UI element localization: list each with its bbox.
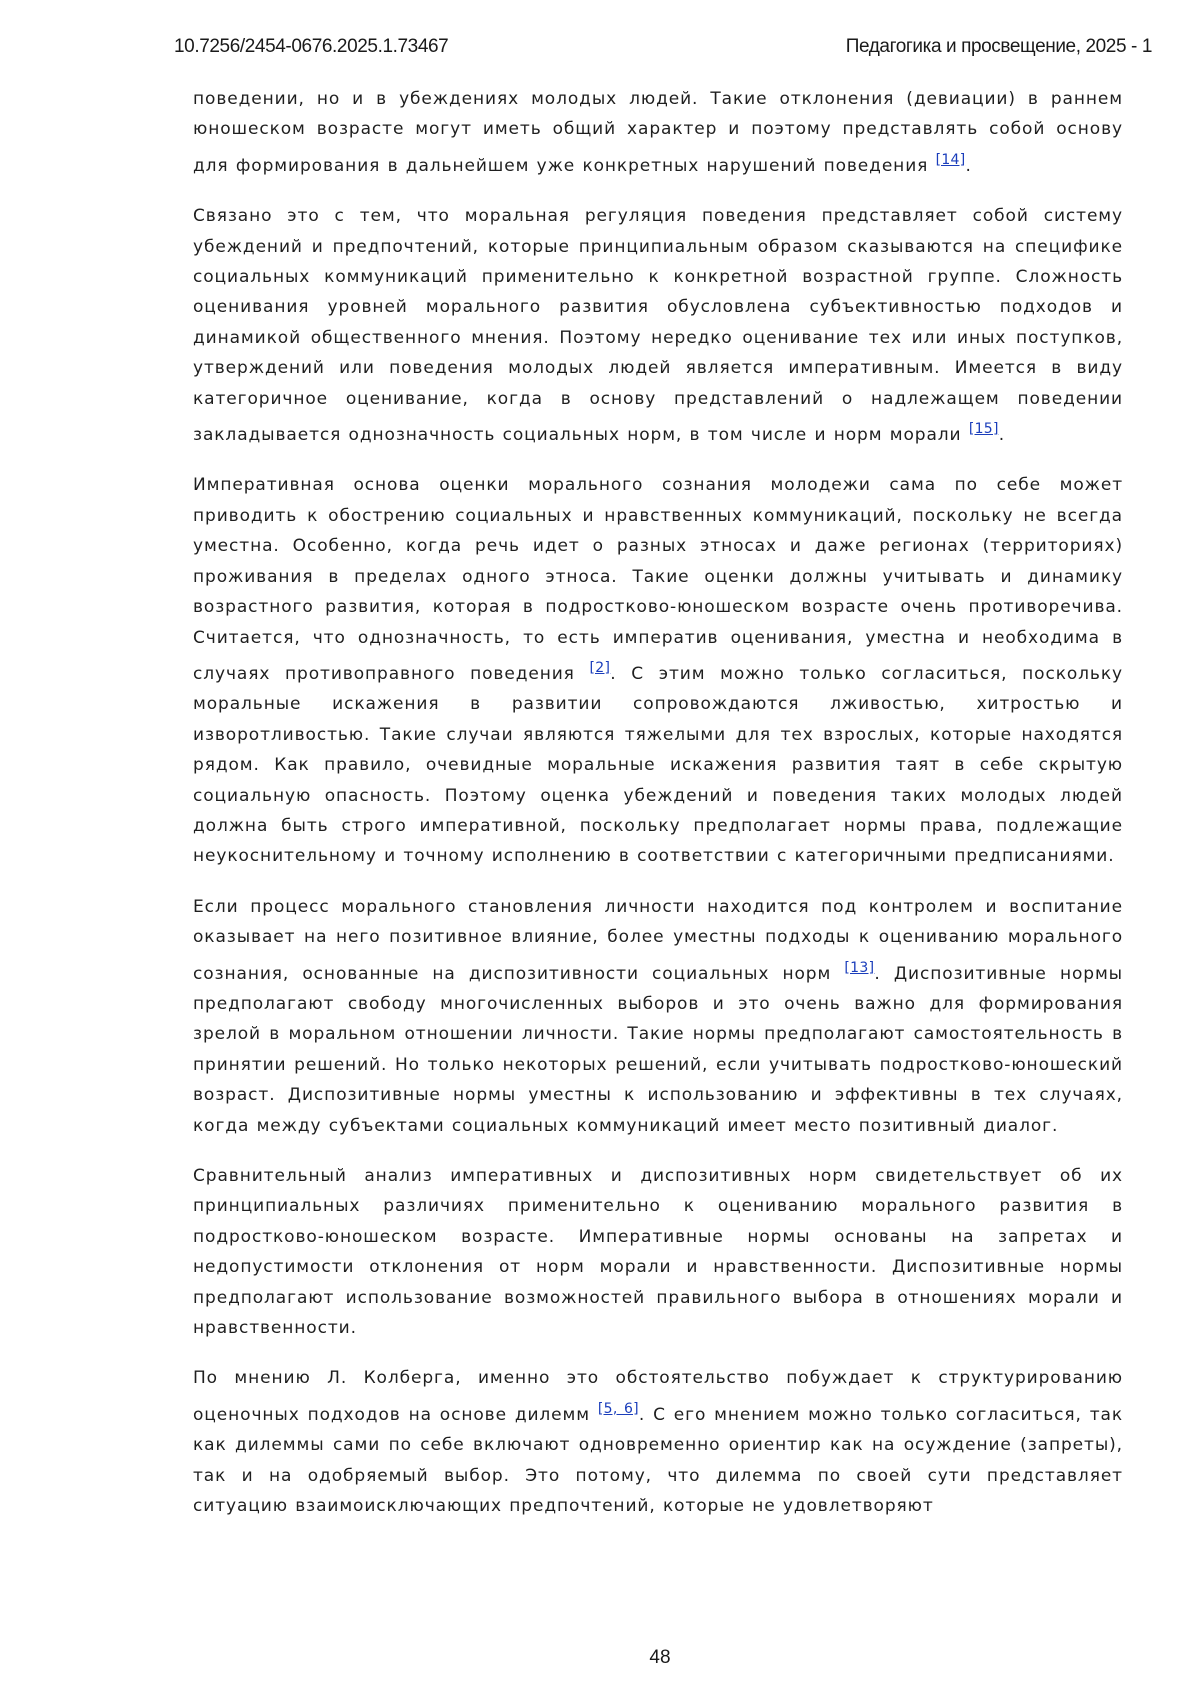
paragraph-text: . С этим можно только согласиться, поскольку моральные искажения в развитии сопровождаются лживостью, хитростью и изворотливостью. Такие случаи являются тяжелыми для тех взрослых, которые находятся рядом. Как правило, очевидные моральные искажения развития таят в себе скрытую социальную опасность. Поэтому оценка убеждений и поведения таких молодых людей должна быть строго императивной, поскольку предполагает нормы права, подлежащие неукоснительному и точному исполнению в соответствии с категоричными предписаниями. [193, 664, 1123, 866]
paragraph [193, 201, 1123, 450]
paragraph [193, 1161, 1123, 1343]
paragraph-text: Императивная основа оценки морального сознания молодежи сама по себе может приводить к обострению социальных и нравственных коммуникаций, поскольку не всегда уместна. Особенно, когда речь идет о разных этносах и даже регионах (территориях) проживания в пределах одного этноса. Такие оценки должны учитывать и динамику возрастного развития, которая в подростково-юношеском возрасте очень противоречива. Считается, что однозначность, то есть императив оценивания, уместна и необходима в случаях противоправного поведения [193, 475, 1123, 683]
citation-link[interactable]: [13] [844, 960, 874, 976]
citation-link[interactable]: [5, 6] [598, 1401, 639, 1417]
paragraph [193, 84, 1123, 181]
article-body [193, 84, 1123, 1541]
paragraph-text: . Диспозитивные нормы предполагают свободу многочисленных выборов и это очень важно для формирования зрелой в моральном отношении личности. Такие нормы предполагают самостоятельность в принятии решений. Но только некоторых решений, если учитывать подростково-юношеский возраст. Диспозитивные нормы уместны к использованию и эффективны в тех случаях, когда между субъектами социальных коммуникаций имеет место позитивный диалог. [193, 964, 1123, 1136]
paragraph-text: По мнению Л. Колберга, именно это обстоятельство побуждает к структурированию оценочных подходов на основе дилемм [193, 1368, 1123, 1424]
page-number: 48 [0, 1647, 1200, 1669]
journal-title: Педагогика и просвещение, 2025 - 1 [846, 36, 1152, 58]
paragraph-text: Сравнительный анализ императивных и диспозитивных норм свидетельствует об их принципиальных различиях применительно к оцениванию морального развития в подростково-юношеском возрасте. Императивные нормы основаны на запретах и недопустимости отклонения от норм морали и нравственности. Диспозитивные нормы предполагают использование возможностей правильного выбора в отношениях морали и нравственности. [193, 1166, 1123, 1338]
paragraph-text: . [966, 156, 972, 176]
doi-label: 10.7256/2454-0676.2025.1.73467 [174, 36, 448, 58]
paragraph-text: . [999, 425, 1005, 445]
paragraph-text: поведении, но и в убеждениях молодых людей. Такие отклонения (девиации) в раннем юношеском возрасте могут иметь общий характер и поэтому представлять собой основу для формирования в дальнейшем уже конкретных нарушений поведения [193, 89, 1123, 176]
page-header [174, 36, 1152, 60]
citation-link[interactable]: [15] [969, 421, 999, 437]
paragraph-text: . С его мнением можно только согласиться, так как дилеммы сами по себе включают одновременно ориентир как на осуждение (запреты), так и на одобряемый выбор. Это потому, что дилемма по своей сути представляет ситуацию взаимоисключающих предпочтений, которые не удовлетворяют [193, 1405, 1123, 1516]
citation-link[interactable]: [2] [590, 660, 611, 676]
paragraph-text: Если процесс морального становления личности находится под контролем и воспитание оказывает на него позитивное влияние, более уместны подходы к оцениванию морального сознания, основанные на диспозитивности социальных норм [193, 897, 1123, 984]
paragraph [193, 470, 1123, 871]
paragraph [193, 892, 1123, 1141]
paragraph-text: Связано это с тем, что моральная регуляция поведения представляет собой систему убеждений и предпочтений, которые принципиальным образом сказываются на специфике социальных коммуникаций применительно к конкретной возрастной группе. Сложность оценивания уровней морального развития обусловлена субъективностью подходов и динамикой общественного мнения. Поэтому нередко оценивание тех или иных поступков, утверждений или поведения молодых людей является императивным. Имеется в виду категоричное оценивание, когда в основу представлений о надлежащем поведении закладывается однозначность социальных норм, в том числе и норм морали [193, 206, 1123, 445]
citation-link[interactable]: [14] [936, 152, 966, 168]
paragraph [193, 1363, 1123, 1521]
